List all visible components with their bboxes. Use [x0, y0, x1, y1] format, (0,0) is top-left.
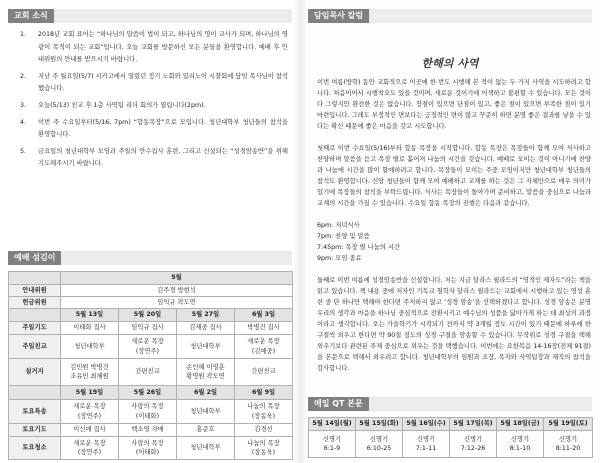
date-header: 5월 19일: [61, 386, 119, 400]
qt-passage: [450, 431, 497, 458]
table-cell: 이태화 집사: [61, 322, 119, 335]
row-label: 토요기도: [9, 424, 61, 437]
cell-line: (이태화): [135, 449, 160, 456]
date-header: 6월 9일: [235, 386, 293, 400]
qt-reference: 7:12-26: [460, 445, 486, 452]
worship-servants-header: [8, 251, 292, 265]
offering-names: 임익규 곽도연: [61, 297, 293, 309]
date-header: 5월 20일: [119, 309, 177, 322]
table-cell: 청년대학부: [61, 335, 119, 359]
row-label: 주일기도: [9, 322, 61, 335]
cell-line: (장연주): [135, 347, 160, 355]
header-band: [54, 9, 292, 23]
cell-line: 새로운 목장: [247, 338, 280, 345]
daily-qt-table: [308, 417, 593, 458]
qt-date: 5월 17일(목): [450, 418, 497, 431]
news-item-number: 4.: [20, 118, 27, 126]
church-news-header: [8, 9, 292, 23]
header-band: [61, 251, 292, 265]
date-header: 5월 26일: [119, 386, 177, 400]
cell-line: (장동욱): [251, 412, 276, 420]
news-item-number: 5.: [20, 147, 27, 155]
offering-label: 헌금위원: [9, 297, 61, 309]
sunday-date-row: [9, 309, 293, 322]
cell-line: 사랑의 목장: [131, 403, 164, 410]
qt-passage: [309, 431, 356, 458]
table-cell: [177, 359, 235, 386]
month-row: [9, 272, 293, 285]
meeting-schedule: [317, 220, 591, 264]
table-cell: [61, 359, 119, 386]
table-cell: 청년대학부: [177, 437, 235, 460]
qt-passage: [403, 431, 450, 458]
header-band: [369, 397, 592, 411]
schedule-line: 7:45pm: 목장 별 나눔의 시간: [317, 244, 401, 251]
date-header: 5월 27일: [177, 309, 235, 322]
column-body: [317, 77, 591, 387]
offering-row: [9, 297, 293, 309]
news-item: [20, 71, 288, 96]
qt-passage-row: [309, 431, 593, 458]
table-row: [9, 335, 293, 359]
qt-reference: 8:1-10: [509, 445, 531, 452]
header-band: [369, 9, 592, 23]
qt-passage: [356, 431, 403, 458]
qt-date-row: [309, 418, 593, 431]
qt-date: 5월 16일(수): [403, 418, 450, 431]
date-corner-cell: [9, 386, 61, 400]
cell-line: 새로운 목장: [73, 403, 106, 410]
cell-line: (장연주): [77, 449, 102, 456]
pastor-column-title: 담임목사 칼럼: [308, 9, 369, 23]
news-item: [20, 117, 288, 142]
table-cell: [119, 400, 177, 424]
qt-reference: 6:1-9: [323, 445, 341, 452]
table-row: [9, 322, 293, 335]
news-item: [20, 29, 288, 67]
table-cell: 김재중 집사: [177, 322, 235, 335]
table-cell: 홍준호: [177, 424, 235, 437]
qt-date: 5월 15일(화): [356, 418, 403, 431]
cell-line: 새로운 목장: [131, 338, 164, 345]
table-cell: [235, 400, 293, 424]
table-row: [9, 424, 293, 437]
schedule-line: 7pm: 찬양 및 말씀: [317, 233, 370, 240]
usher-row: [9, 285, 293, 297]
table-cell: 김경선: [235, 424, 293, 437]
qt-date: 5월 18일(금): [497, 418, 544, 431]
table-cell: 간편친교: [235, 359, 293, 386]
column-paragraph: 첫째로 이번 수요일(5/16)부터 합동 목장을 시작합니다. 합동 목장은 목장들이 함께 모여 식사하고 찬양하며 말씀을 듣고 목장 별로 흩어져 나눔의 시간을 갖습니다. 예배로 모이는 것이 아니기에 찬양과 나눔에 시간을 많이 할애하려고 합니다. 목장들이 모이는 주중 모임이지만 청년대학부 청년들의 참석도 환영합니다. 신앙 청년들이 함께 모여 예배하고 교제를 하는 것은 그 자체만으로 매우 의미가 있기에 목장들의 참석을 부탁드립니다. 식사는 목장들이 돌아가며 준비하고, 말씀을 중심으로 나눔과 교제의 시간을 가질 수 있습니다. 수요일 합동 목장의 진행은 다음과 같습니다.: [317, 145, 591, 207]
table-cell: 청년대학부: [177, 400, 235, 424]
cell-line: (장동욱): [251, 449, 276, 456]
table-cell: 백소영 자매: [119, 424, 177, 437]
table-row: [9, 437, 293, 460]
row-label: 토요특송: [9, 400, 61, 424]
date-header: 5월 13일: [61, 309, 119, 322]
worship-servants-table: [8, 271, 293, 460]
column-heading: 한해의 사역: [421, 57, 479, 70]
page-fold: [293, 0, 307, 463]
date-header: 6월 2일: [177, 386, 235, 400]
cell-line: 나눔의 목장: [247, 439, 280, 447]
church-news-list: [20, 29, 288, 175]
news-item: [20, 100, 288, 113]
cell-line: 손인혜 이영훈: [186, 363, 225, 371]
schedule-line: 6pm: 저녁식사: [317, 222, 360, 229]
news-item-number: 3.: [20, 101, 27, 109]
news-item-text: 오늘(5/13) 친교 후 1층 사역팀 리더 회의가 열립니다(2pm).: [38, 101, 206, 109]
qt-book: 신명기: [463, 435, 483, 443]
daily-qt-header: [308, 397, 592, 411]
daily-qt-title: 매일 QT 본문: [308, 397, 369, 411]
table-cell: [119, 437, 177, 460]
table-cell: [119, 335, 177, 359]
cell-line: 사랑의 목장: [131, 439, 164, 447]
worship-servants-title: 예배 섬김이: [8, 251, 61, 265]
month-header: 5월: [61, 272, 293, 285]
pastor-column-header: [308, 9, 592, 23]
qt-reference: 8:11-20: [555, 445, 581, 452]
news-item-text: 2018년 교회 표어는 “하나님의 말씀이 법이 되고, 하나님의 영이 교사가 되며, 하나님의 영광이 목적이 되는 교회”입니다. 오늘 교회를 방문하신 모든 분들을 환영합니다. 예배 후 안내위원의 안내를 받으시기 바랍니다.: [38, 31, 288, 64]
cell-line: 조유민 최혜원: [70, 373, 109, 380]
table-cell: 간편친교: [119, 359, 177, 386]
usher-names: 김주경 방현석: [61, 285, 293, 297]
cell-line: (장연주): [77, 412, 102, 420]
qt-passage: [544, 431, 593, 458]
table-cell: [61, 437, 119, 460]
usher-label: 안내위원: [9, 285, 61, 297]
table-cell: 박병건 집사: [235, 322, 293, 335]
table-row: [9, 359, 293, 386]
table-cell: [235, 335, 293, 359]
qt-reference: 7:1-11: [415, 445, 437, 452]
qt-date: 5월 19일(토): [544, 418, 593, 431]
news-item-text: 이번 주 수요일부터(5/16, 7pm) “합동목장”으로 모입니다. 청년대학부 청년들의 참석을 환영합니다.: [38, 118, 288, 139]
saturday-date-row: [9, 386, 293, 400]
qt-book: 신명기: [416, 435, 436, 443]
qt-date: 5월 14일(월): [309, 418, 356, 431]
news-item-number: 1.: [20, 31, 27, 38]
qt-reference: 6:10-25: [366, 445, 392, 452]
qt-book: 신명기: [369, 435, 389, 443]
row-label: 토요청소: [9, 437, 61, 460]
news-item: [20, 146, 288, 171]
table-cell: [235, 437, 293, 460]
qt-book: 신명기: [510, 435, 530, 443]
table-cell: 이신애 집사: [61, 424, 119, 437]
table-row: [9, 400, 293, 424]
table-cell: [61, 400, 119, 424]
news-item-text: 지난 주 월요일(5/7) 시카고에서 열렸던 정기 노회와 일리노이 시찰회에 담임 목사님이 참석했습니다.: [38, 72, 288, 93]
church-news-title: 교회 소식: [8, 9, 54, 23]
column-paragraph: 이번 여름(방학) 동안 교회적으로 이곳에 한 번도 시행해 본 적이 없는 두 가지 사역을 시도하려고 합니다. 처음이어서 시행착오도 있을 것이며, 새로운 것이기에 어색하고 불편할 수 있습니다. 모든 것이 다 그렇지만 완전한 것은 없습니다. 장점이 있으면 단점이 있고, 좋은 점이 있으면 부족한 점이 있기 마련입니다. 그래도 부정적인 면보다는 긍정적인 면이 많고 꾸준히 하면 분명 좋은 결과를 낳을 수 있다는 확신 때문에 좋은 마음을 갖고 시도합니다.: [317, 79, 591, 130]
column-paragraph: 둘째로 이번 여름에 성경암송반을 신설합니다. 저는 지금 달라스 윌라드의 “영적인 제자도”라는 책을 읽고 있습니다. 책 내용 중에 저자인 기독교 철학자 달라스 윌라드는 교회에서 시행하고 있는 영성 훈련 중 단 하나만 택해야 한다면 주저하지 않고 ‘성경 암송’을 선택하겠다고 합니다. 성경 암송은 분명 우리의 생각과 마음을 하나님 중심적으로 전환시키고 예수님의 성품을 닮아가게 하는 데 최상의 과정이라고 생각합니다. 오는 가을학기가 시작되기 전까지 약 3개월 정도 시간이 있기 때문에 하루에 한 구절씩 외우고 한다면 약 90절 정도의 성경 구절을 암송할 수 있습니다. 무작위로 성경 구절을 택해 외우기보다 관련된 주제 중심으로 외우는 것을 택했습니다. 이번에는 요한복음 14-16장(전체 91절)을 본문으로 택해서 외우려고 합니다. 청년대학부의 임원과 조장, 목자와 사역팀장과 재직의 참석을 감사합니다.: [317, 277, 591, 372]
news-item-number: 2.: [20, 72, 27, 80]
cell-line: 나눔의 목장: [247, 403, 280, 410]
cell-line: (김예중): [251, 347, 276, 355]
cell-line: 새로운 목장: [73, 439, 106, 447]
date-corner-cell: [9, 309, 61, 322]
date-header: 6월 3일: [235, 309, 293, 322]
cell-line: 황영원 곽도연: [186, 373, 225, 380]
qt-passage: [497, 431, 544, 458]
schedule-line: 9pm: 모임 종료: [317, 255, 362, 262]
qt-book: 신명기: [322, 435, 342, 443]
cell-line: (이태화): [135, 412, 160, 420]
news-item-text: 금요일의 청년대학부 모임과 주일의 안수집사 훈련, 그리고 신설되는 “성경암송반”을 위해 기도해주시기 바랍니다.: [38, 147, 288, 168]
table-cell: 청년대학부: [177, 335, 235, 359]
row-label: 주일친교: [9, 335, 61, 359]
qt-book: 신명기: [558, 435, 578, 443]
table-cell: 임익규 집사: [119, 322, 177, 335]
month-corner-cell: [9, 272, 61, 285]
row-label: 설거지: [9, 359, 61, 386]
cell-line: 김민원 박병건: [70, 363, 109, 371]
